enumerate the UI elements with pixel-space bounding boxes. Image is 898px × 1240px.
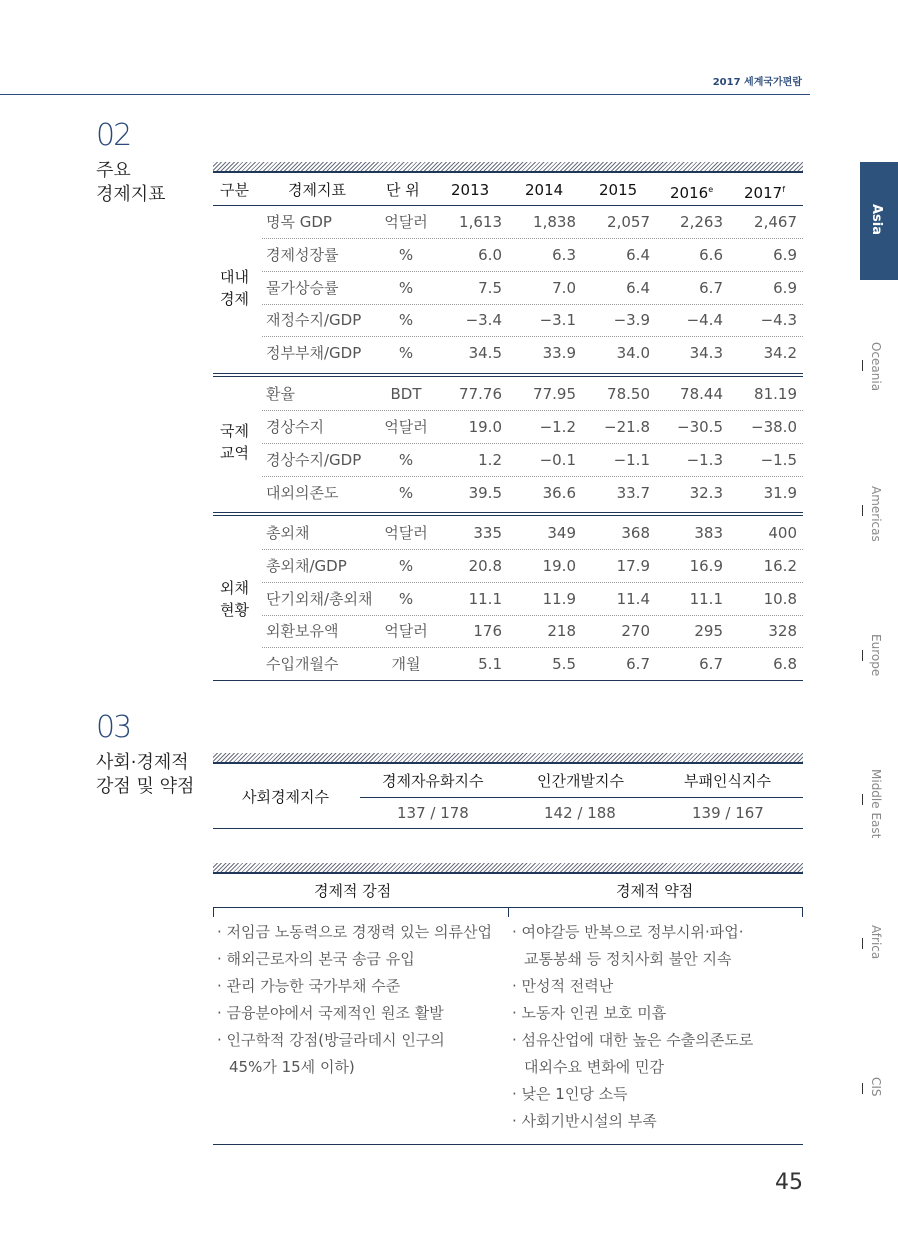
indicator-value: 11.1 xyxy=(689,590,723,608)
col-header-2016: 2016e xyxy=(670,184,714,202)
indicator-value: 36.6 xyxy=(542,484,576,502)
indicator-value: 2,467 xyxy=(754,213,797,231)
indicator-value: 6.8 xyxy=(773,655,797,673)
indicator-value: 6.0 xyxy=(478,246,502,264)
indicator-value: 383 xyxy=(694,524,723,542)
indicator-value: 1,613 xyxy=(459,213,502,231)
sw-divider-tick xyxy=(802,907,803,917)
indicator-value: 6.7 xyxy=(626,655,650,673)
indicator-value: 1.2 xyxy=(478,451,502,469)
indicator-unit: % xyxy=(398,246,414,264)
indicator-name: 환율 xyxy=(266,385,295,403)
header-rule xyxy=(0,94,810,95)
col-header-2015: 2015 xyxy=(599,181,638,199)
col-header-unit: 단 위 xyxy=(386,181,420,199)
table-hatch-bar xyxy=(213,753,803,762)
strength-item: · 금융분야에서 국제적인 원조 활발 xyxy=(217,1004,444,1022)
row-divider xyxy=(262,582,803,583)
indicator-value: 32.3 xyxy=(689,484,723,502)
indicator-name: 총외채/GDP xyxy=(266,557,347,575)
sidebar-item-americas[interactable]: Americas xyxy=(869,486,883,542)
indicator-name: 경상수지 xyxy=(266,418,324,436)
section-title: 경제지표 xyxy=(96,184,166,205)
table-hatch-bar xyxy=(213,162,803,171)
header-title: 2017 세계국가편람 xyxy=(712,77,802,88)
table-hatch-bar xyxy=(213,863,803,872)
indicator-unit: % xyxy=(398,557,414,575)
index-header-hdi: 인간개발지수 xyxy=(537,772,624,790)
indicator-name: 수입개월수 xyxy=(266,655,339,673)
sidebar-item-africa[interactable]: Africa xyxy=(869,925,883,960)
indicator-value: 6.4 xyxy=(626,279,650,297)
sidebar-tick xyxy=(862,938,863,949)
indicator-value: 16.9 xyxy=(689,557,723,575)
indicator-value: 34.5 xyxy=(468,344,502,362)
indicator-name: 총외채 xyxy=(266,524,310,542)
col-header-2013: 2013 xyxy=(451,181,490,199)
strength-item: · 저임금 노동력으로 경쟁력 있는 의류산업 xyxy=(217,923,492,941)
index-header-cpi: 부패인식지수 xyxy=(684,772,771,790)
indicator-value: 19.0 xyxy=(468,418,502,436)
sidebar-item-europe[interactable]: Europe xyxy=(869,634,883,677)
strength-item: · 인구학적 강점(방글라데시 인구의 xyxy=(217,1031,445,1049)
section-number: 03 xyxy=(96,710,131,745)
sidebar-tick xyxy=(862,360,863,371)
indicator-unit: % xyxy=(398,311,414,329)
sidebar-tick xyxy=(862,650,863,661)
indicator-value: 19.0 xyxy=(542,557,576,575)
weakness-item: · 섬유산업에 대한 높은 수출의존도로 xyxy=(512,1031,754,1049)
indicator-value: 31.9 xyxy=(763,484,797,502)
row-divider xyxy=(262,336,803,337)
indicator-value: −0.1 xyxy=(539,451,576,469)
indicator-name: 명목 GDP xyxy=(266,213,332,231)
col-header-2014: 2014 xyxy=(525,181,564,199)
weakness-item: · 여야갈등 반복으로 정부시위·파업· xyxy=(512,923,744,941)
indicator-unit: 억달러 xyxy=(384,418,428,436)
row-divider xyxy=(262,443,803,444)
indicator-value: 11.4 xyxy=(616,590,650,608)
indicator-value: 218 xyxy=(547,622,576,640)
indicator-value: −4.4 xyxy=(686,311,723,329)
indicator-unit: BDT xyxy=(390,385,422,403)
indicator-value: 368 xyxy=(621,524,650,542)
strength-item: 45%가 15세 이하) xyxy=(229,1058,355,1076)
indicator-name: 경제성장률 xyxy=(266,246,339,264)
row-divider xyxy=(262,615,803,616)
indicator-value: 81.19 xyxy=(754,385,797,403)
indicator-value: −3.9 xyxy=(613,311,650,329)
strength-item: · 관리 가능한 국가부채 수준 xyxy=(217,977,401,995)
indicator-name: 물가상승률 xyxy=(266,279,339,297)
indicator-name: 재정수지/GDP xyxy=(266,311,362,329)
indicator-value: −1.5 xyxy=(760,451,797,469)
group-separator xyxy=(213,515,803,516)
row-divider xyxy=(262,476,803,477)
indicator-value: −3.4 xyxy=(465,311,502,329)
index-row-label: 사회경제지수 xyxy=(242,788,329,806)
col-header-2017: 2017$^f$ xyxy=(744,184,786,202)
indicator-value: 1,838 xyxy=(533,213,576,231)
indicator-value: −1.1 xyxy=(613,451,650,469)
indicator-name: 정부부채/GDP xyxy=(266,344,362,362)
indicator-name: 경상수지/GDP xyxy=(266,451,362,469)
weakness-item: · 만성적 전력난 xyxy=(512,977,614,995)
indicator-value: 33.7 xyxy=(616,484,650,502)
indicator-value: 78.44 xyxy=(680,385,723,403)
col-header-indicator: 경제지표 xyxy=(288,181,346,199)
weakness-item: · 노동자 인권 보호 미흡 xyxy=(512,1004,667,1022)
table-top-rule xyxy=(213,762,803,764)
indicator-value: 34.0 xyxy=(616,344,650,362)
weakness-item: · 사회기반시설의 부족 xyxy=(512,1112,657,1130)
indicator-value: 2,057 xyxy=(607,213,650,231)
indicator-value: 349 xyxy=(547,524,576,542)
indicator-value: 7.5 xyxy=(478,279,502,297)
indicator-value: 5.1 xyxy=(478,655,502,673)
weakness-item: · 낮은 1인당 소득 xyxy=(512,1085,628,1103)
indicator-value: −4.3 xyxy=(760,311,797,329)
indicator-value: 176 xyxy=(473,622,502,640)
section-number: 02 xyxy=(96,118,131,153)
row-divider xyxy=(262,410,803,411)
indicator-value: 2,263 xyxy=(680,213,723,231)
indicator-unit: % xyxy=(398,344,414,362)
indicator-value: 77.76 xyxy=(459,385,502,403)
indicator-value: 328 xyxy=(768,622,797,640)
indicator-unit: % xyxy=(398,590,414,608)
sidebar-tick xyxy=(862,1083,863,1094)
indicator-value: 400 xyxy=(768,524,797,542)
col-header-group: 구분 xyxy=(220,181,249,199)
indicator-value: −1.3 xyxy=(686,451,723,469)
index-value-cpi: 139 / 167 xyxy=(692,804,764,822)
sw-divider-tick xyxy=(508,907,509,917)
indicator-value: 34.3 xyxy=(689,344,723,362)
group-separator xyxy=(213,512,803,513)
indicator-value: 10.8 xyxy=(763,590,797,608)
indicator-value: 6.7 xyxy=(699,655,723,673)
indicator-value: 17.9 xyxy=(616,557,650,575)
row-divider xyxy=(262,304,803,305)
indicator-value: −1.2 xyxy=(539,418,576,436)
indicator-value: 20.8 xyxy=(468,557,502,575)
indicator-value: 6.9 xyxy=(773,279,797,297)
table-top-rule xyxy=(213,171,803,173)
indicator-unit: 개월 xyxy=(391,655,421,673)
indicator-value: 270 xyxy=(621,622,650,640)
indicator-value: 6.4 xyxy=(626,246,650,264)
indicator-unit: 억달러 xyxy=(384,213,428,231)
table-bottom-rule xyxy=(213,680,803,681)
table-top-rule xyxy=(213,872,803,874)
indicator-unit: % xyxy=(398,484,414,502)
indicator-value: 6.9 xyxy=(773,246,797,264)
indicator-value: −21.8 xyxy=(604,418,650,436)
group-label-debt: 외채 현황 xyxy=(220,579,249,619)
indicator-value: 295 xyxy=(694,622,723,640)
sw-divider-tick xyxy=(213,907,214,917)
indicator-value: −38.0 xyxy=(751,418,797,436)
weakness-item: 대외수요 변화에 민감 xyxy=(524,1058,664,1076)
indicator-value: 77.95 xyxy=(533,385,576,403)
indicator-value: 5.5 xyxy=(552,655,576,673)
group-separator xyxy=(213,373,803,374)
indicator-unit: 억달러 xyxy=(384,524,428,542)
indicator-name: 대외의존도 xyxy=(266,484,339,502)
indicator-name: 외환보유액 xyxy=(266,622,339,640)
header-rule xyxy=(213,205,803,206)
indicator-value: 7.0 xyxy=(552,279,576,297)
indicator-value: 39.5 xyxy=(468,484,502,502)
index-value-hdi: 142 / 188 xyxy=(544,804,616,822)
group-label-trade: 국제 교역 xyxy=(220,422,249,462)
index-header-rule xyxy=(360,797,803,798)
indicator-value: 78.50 xyxy=(607,385,650,403)
indicator-unit: 억달러 xyxy=(384,622,428,640)
indicator-value: 33.9 xyxy=(542,344,576,362)
indicator-unit: % xyxy=(398,451,414,469)
sidebar-tick xyxy=(862,505,863,516)
sidebar-item-oceania[interactable]: Oceania xyxy=(869,342,883,392)
row-divider xyxy=(262,549,803,550)
row-divider xyxy=(262,647,803,648)
group-label-domestic: 대내 경제 xyxy=(220,268,249,308)
indicator-name: 단기외채/총외채 xyxy=(266,590,373,608)
section-title: 주요 xyxy=(96,160,131,181)
indicator-value: 11.9 xyxy=(542,590,576,608)
index-header-economic-freedom: 경제자유화지수 xyxy=(382,772,484,790)
index-table-bottom-rule xyxy=(213,828,803,829)
indicator-value: 335 xyxy=(473,524,502,542)
section-title: 강점 및 약점 xyxy=(96,776,195,797)
indicator-value: 11.1 xyxy=(468,590,502,608)
sidebar-item-cis[interactable]: CIS xyxy=(869,1077,883,1097)
weakness-item: 교통봉쇄 등 정치사회 불안 지속 xyxy=(524,950,732,968)
section-title: 사회·경제적 xyxy=(96,752,189,773)
row-divider xyxy=(262,271,803,272)
indicator-unit: % xyxy=(398,279,414,297)
indicator-value: 34.2 xyxy=(763,344,797,362)
sidebar-tick xyxy=(862,794,863,805)
strengths-header: 경제적 강점 xyxy=(314,882,392,900)
weaknesses-header: 경제적 약점 xyxy=(616,882,694,900)
sidebar-item-middle-east[interactable]: Middle East xyxy=(869,769,883,839)
sw-bottom-rule xyxy=(213,1144,803,1145)
indicator-value: 6.7 xyxy=(699,279,723,297)
indicator-value: −30.5 xyxy=(677,418,723,436)
page-number: 45 xyxy=(775,1170,803,1195)
indicator-value: 16.2 xyxy=(763,557,797,575)
strength-item: · 해외근로자의 본국 송금 유입 xyxy=(217,950,415,968)
indicator-value: 6.6 xyxy=(699,246,723,264)
row-divider xyxy=(262,238,803,239)
group-separator xyxy=(213,376,803,377)
indicator-value: 6.3 xyxy=(552,246,576,264)
indicator-value: −3.1 xyxy=(539,311,576,329)
index-value-economic-freedom: 137 / 178 xyxy=(397,804,469,822)
sidebar-tab-asia-label[interactable]: Asia xyxy=(869,204,884,236)
